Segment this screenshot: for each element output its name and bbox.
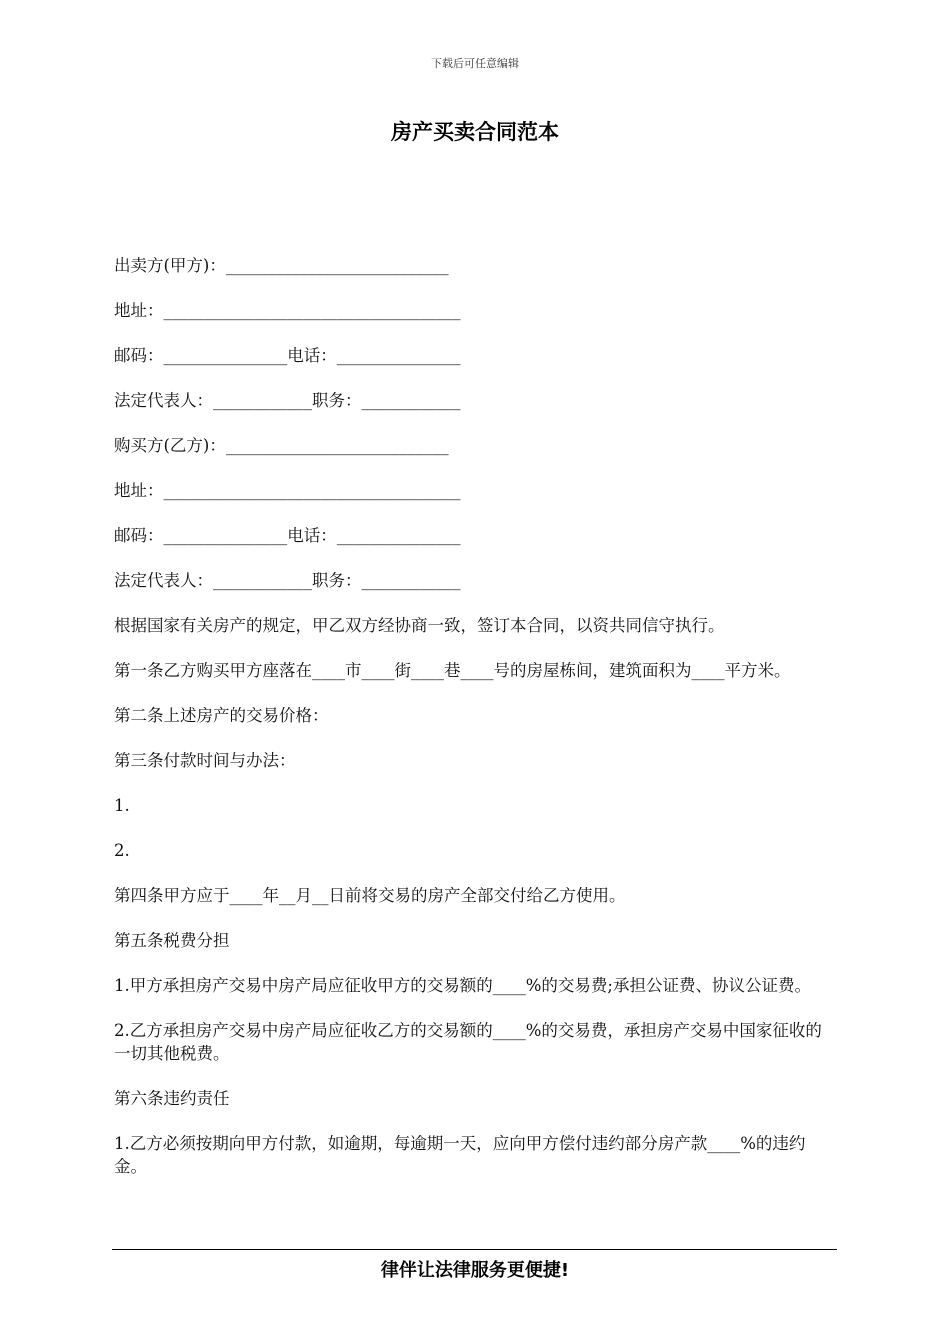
- article-5: 第五条税费分担: [114, 931, 230, 950]
- seller-postcode-phone-line: 邮码：_______________电话：_______________: [114, 346, 461, 365]
- preamble-paragraph: 根据国家有关房产的规定，甲乙双方经协商一致，签订本合同，以资共同信守执行。: [114, 616, 725, 635]
- document-title: 房产买卖合同范本: [391, 120, 559, 144]
- article-1: 第一条乙方购买甲方座落在____市____街____巷____号的房屋栋间，建筑面积为____平方米。: [114, 661, 791, 680]
- seller-name-line: 出卖方(甲方)：___________________________: [114, 256, 449, 275]
- buyer-postcode-phone-line: 邮码：_______________电话：_______________: [114, 526, 461, 545]
- buyer-representative-line: 法定代表人：____________职务：____________: [114, 571, 461, 590]
- footer-slogan: 律伴让法律服务更便捷!: [380, 1260, 570, 1281]
- article-4: 第四条甲方应于____年__月__日前将交易的房产全部交付给乙方使用。: [114, 886, 626, 905]
- footer-divider: [112, 1249, 837, 1250]
- article-3-item-2: 2.: [114, 841, 130, 860]
- header-note: 下载后可任意编辑: [431, 57, 519, 70]
- article-3: 第三条付款时间与办法：: [114, 751, 296, 770]
- article-5-item-2: 2.乙方承担房产交易中房产局应征收乙方的交易额的____%的交易费，承担房产交易中国家征收的一切其他税费。: [114, 1021, 822, 1063]
- contract-body: [114, 254, 838, 1200]
- seller-address-line: 地址：____________________________________: [114, 301, 461, 320]
- article-2: 第二条上述房产的交易价格：: [114, 706, 329, 725]
- buyer-name-line: 购买方(乙方)：___________________________: [114, 436, 449, 455]
- article-6: 第六条违约责任: [114, 1089, 230, 1108]
- article-5-item-1: 1.甲方承担房产交易中房产局应征收甲方的交易额的____%的交易费;承担公证费、协议公证费。: [114, 976, 811, 995]
- article-6-item-1: 1.乙方必须按期向甲方付款，如逾期，每逾期一天，应向甲方偿付违约部分房产款____%的违约金。: [114, 1134, 806, 1176]
- article-3-item-1: 1.: [114, 796, 130, 815]
- buyer-address-line: 地址：____________________________________: [114, 481, 461, 500]
- seller-representative-line: 法定代表人：____________职务：____________: [114, 391, 461, 410]
